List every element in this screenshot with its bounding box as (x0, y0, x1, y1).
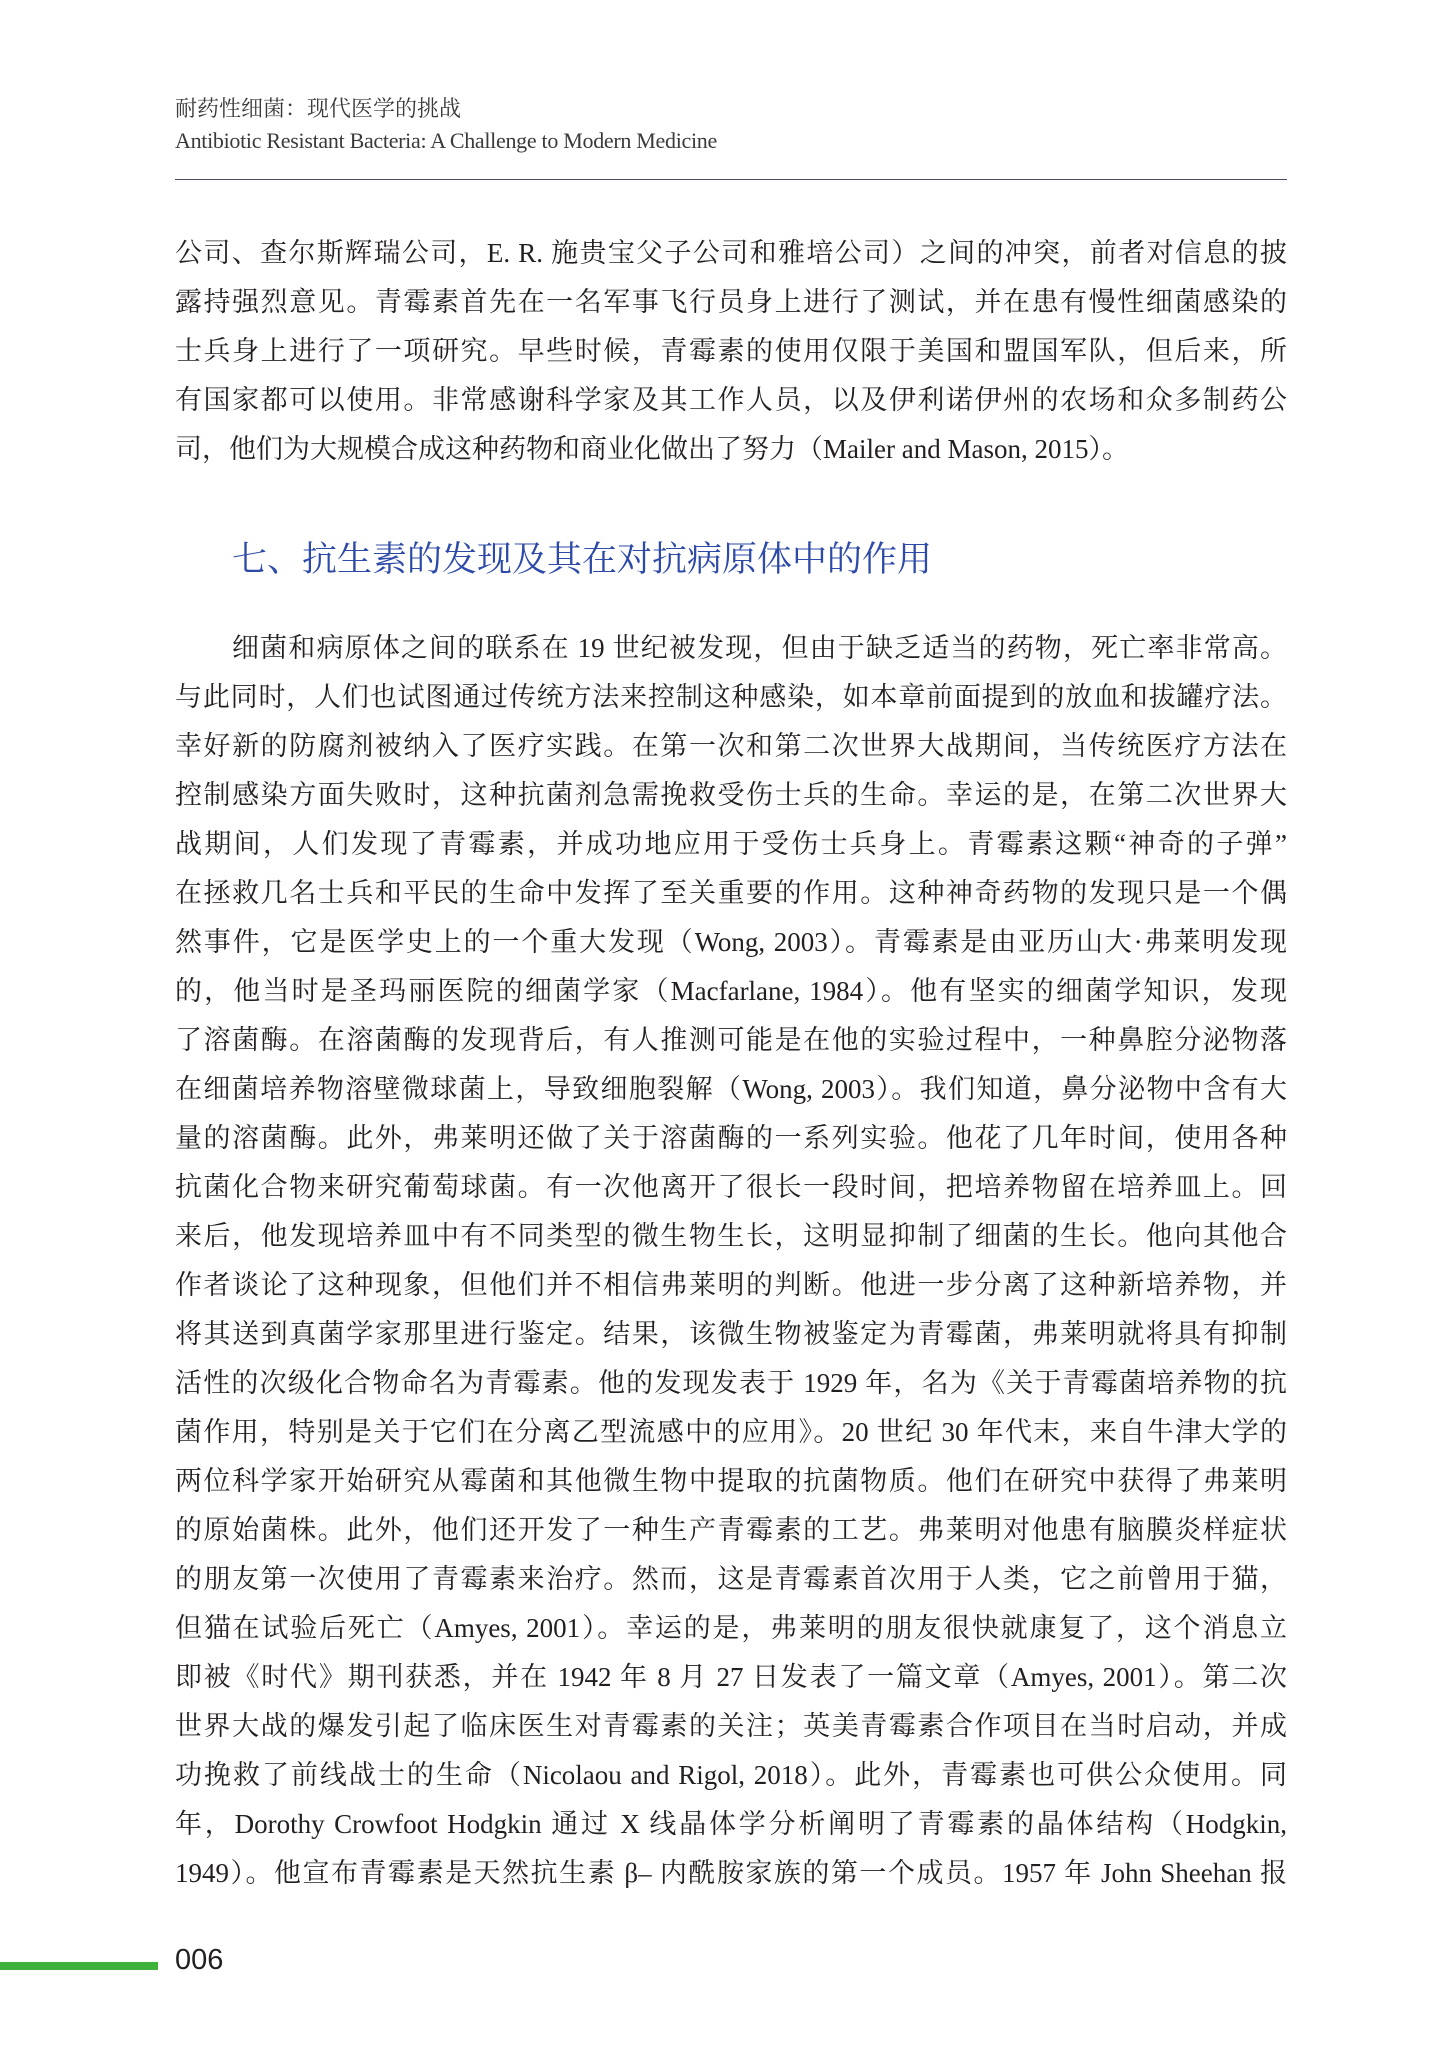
text-line: 抗菌化合物来研究葡萄球菌。有一次他离开了很长一段时间，把培养物留在培养皿上。回 (175, 1172, 1287, 1202)
text-line: 幸好新的防腐剂被纳入了医疗实践。在第一次和第二次世界大战期间，当传统医疗方法在 (175, 731, 1287, 761)
text-line: 世界大战的爆发引起了临床医生对青霉素的关注；英美青霉素合作项目在当时启动，并成 (175, 1711, 1287, 1741)
text-line: 作者谈论了这种现象，但他们并不相信弗莱明的判断。他进一步分离了这种新培养物，并 (175, 1270, 1287, 1300)
text-line: 1949）。他宣布青霉素是天然抗生素 β– 内酰胺家族的第一个成员。1957 年 John Sheehan 报 (175, 1858, 1287, 1888)
text-line: 露持强烈意见。青霉素首先在一名军事飞行员身上进行了测试，并在患有慢性细菌感染的 (175, 287, 1287, 317)
footer-accent-bar (0, 1962, 158, 1970)
text-line: 在细菌培养物溶壁微球菌上，导致细胞裂解（Wong, 2003）。我们知道，鼻分泌物中含有大 (175, 1074, 1287, 1104)
text-line: 量的溶菌酶。此外，弗莱明还做了关于溶菌酶的一系列实验。他花了几年时间，使用各种 (175, 1123, 1287, 1153)
text-line: 年，Dorothy Crowfoot Hodgkin 通过 X 线晶体学分析阐明了青霉素的晶体结构（Hodgkin, (175, 1809, 1287, 1839)
paragraph-2 (175, 624, 1287, 1898)
text-line: 菌作用，特别是关于它们在分离乙型流感中的应用》。20 世纪 30 年代末，来自牛津大学的 (175, 1417, 1287, 1447)
text-line: 控制感染方面失败时，这种抗菌剂急需挽救受伤士兵的生命。幸运的是，在第二次世界大 (175, 780, 1287, 810)
text-line: 了溶菌酶。在溶菌酶的发现背后，有人推测可能是在他的实验过程中，一种鼻腔分泌物落 (175, 1025, 1287, 1055)
text-line: 但猫在试验后死亡（Amyes, 2001）。幸运的是，弗莱明的朋友很快就康复了，这个消息立 (175, 1613, 1287, 1643)
text-line: 将其送到真菌学家那里进行鉴定。结果，该微生物被鉴定为青霉菌，弗莱明就将具有抑制 (175, 1319, 1287, 1349)
page-number: 006 (175, 1944, 224, 1976)
text-line: 在拯救几名士兵和平民的生命中发挥了至关重要的作用。这种神奇药物的发现只是一个偶 (175, 878, 1287, 908)
text-line: 与此同时，人们也试图通过传统方法来控制这种感染，如本章前面提到的放血和拔罐疗法。 (175, 682, 1287, 712)
section-heading: 七、抗生素的发现及其在对抗病原体中的作用 (232, 540, 933, 579)
text-line: 战期间，人们发现了青霉素，并成功地应用于受伤士兵身上。青霉素这颗“神奇的子弹” (175, 829, 1287, 859)
text-line: 有国家都可以使用。非常感谢科学家及其工作人员，以及伊利诺伊州的农场和众多制药公 (175, 385, 1287, 415)
text-line: 即被《时代》期刊获悉，并在 1942 年 8 月 27 日发表了一篇文章（Amyes, 2001）。第二次 (175, 1662, 1287, 1692)
text-line: 两位科学家开始研究从霉菌和其他微生物中提取的抗菌物质。他们在研究中获得了弗莱明 (175, 1466, 1287, 1496)
text-line: 的朋友第一次使用了青霉素来治疗。然而，这是青霉素首次用于人类，它之前曾用于猫， (175, 1564, 1287, 1594)
text-line: 来后，他发现培养皿中有不同类型的微生物生长，这明显抑制了细菌的生长。他向其他合 (175, 1221, 1287, 1251)
running-header-en: Antibiotic Resistant Bacteria: A Challenge to Modern Medicine (175, 128, 717, 153)
header-divider (175, 179, 1287, 180)
text-line: 活性的次级化合物命名为青霉素。他的发现发表于 1929 年，名为《关于青霉菌培养物的抗 (175, 1368, 1287, 1398)
text-line: 司，他们为大规模合成这种药物和商业化做出了努力（Mailer and Mason, 2015）。 (175, 434, 1129, 464)
text-line: 公司、查尔斯辉瑞公司，E. R. 施贵宝父子公司和雅培公司）之间的冲突，前者对信息的披 (175, 238, 1287, 268)
text-line: 的，他当时是圣玛丽医院的细菌学家（Macfarlane, 1984）。他有坚实的细菌学知识，发现 (175, 976, 1287, 1006)
text-line: 士兵身上进行了一项研究。早些时候，青霉素的使用仅限于美国和盟国军队，但后来，所 (175, 336, 1287, 366)
text-line: 的原始菌株。此外，他们还开发了一种生产青霉素的工艺。弗莱明对他患有脑膜炎样症状 (175, 1515, 1287, 1545)
text-line: 功挽救了前线战士的生命（Nicolaou and Rigol, 2018）。此外，青霉素也可供公众使用。同 (175, 1760, 1287, 1790)
text-line: 然事件，它是医学史上的一个重大发现（Wong, 2003）。青霉素是由亚历山大·弗莱明发现 (175, 927, 1287, 957)
text-line: 细菌和病原体之间的联系在 19 世纪被发现，但由于缺乏适当的药物，死亡率非常高。 (232, 633, 1287, 663)
paragraph-1 (175, 229, 1287, 474)
running-header-cn: 耐药性细菌：现代医学的挑战 (175, 96, 462, 121)
